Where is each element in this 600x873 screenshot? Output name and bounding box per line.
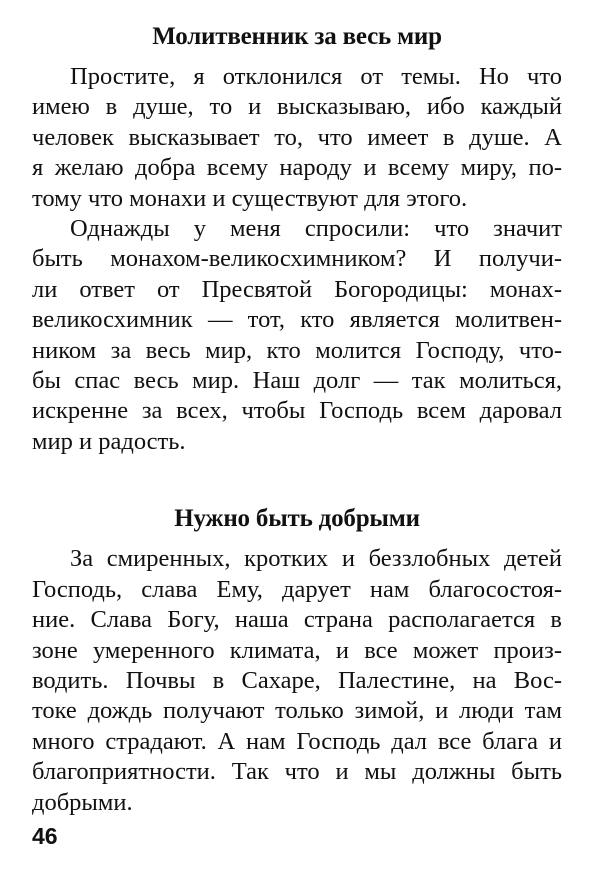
paragraph-3 — [32, 544, 562, 818]
text-line: я желаю добра всему народу и всему миру, по- — [32, 154, 562, 182]
text-line: ником за весь мир, кто молится Господу, что- — [32, 336, 562, 364]
paragraph-2 — [32, 214, 562, 457]
text-line: зоне умеренного климата, и все может произ- — [32, 636, 562, 664]
text-line: искренне за всех, чтобы Господь всем даровал — [32, 397, 562, 425]
text-line: ние. Слава Богу, наша страна располагается в — [32, 606, 562, 634]
text-line: водить. Почвы в Сахаре, Палестине, на Вос- — [32, 666, 562, 694]
text-line: Простите, я отклонился от темы. Но что — [70, 63, 562, 90]
text-line: человек высказывает то, что имеет в душе. А — [32, 123, 562, 151]
text-line: Однажды у меня спросили: что значит — [70, 215, 562, 243]
text-line: тому что монахи и существуют для этого. — [32, 184, 468, 212]
text-line: бы спас весь мир. Наш долг — так молиться, — [32, 367, 562, 395]
text-line: великосхимник — тот, кто является молитвен- — [32, 306, 562, 334]
page-body — [32, 22, 562, 818]
page-number: 46 — [32, 823, 58, 849]
section-gap — [32, 457, 562, 504]
section-heading-prayer: Молитвенник за весь мир — [152, 23, 442, 50]
section-heading-kindness: Нужно быть добрыми — [174, 505, 420, 533]
text-line: имею в душе, то и высказываю, ибо каждый — [32, 93, 562, 121]
text-line: За смиренных, кротких и беззлобных детей — [70, 545, 562, 573]
text-line: много страдают. А нам Господь дал все блага и — [32, 727, 562, 755]
text-line: благоприятности. Так что и мы должны быть — [32, 758, 562, 786]
text-line: токе дождь получают только зимой, и люди там — [32, 697, 562, 725]
text-line: Господь, слава Ему, дарует нам благосостоя- — [32, 575, 562, 603]
text-line: быть монахом-великосхимником? И получи- — [32, 245, 562, 273]
text-line: мир и радость. — [32, 427, 186, 455]
text-line: ли ответ от Пресвятой Богородицы: монах- — [32, 275, 562, 303]
paragraph-1 — [32, 62, 562, 214]
text-line: добрыми. — [32, 788, 133, 816]
